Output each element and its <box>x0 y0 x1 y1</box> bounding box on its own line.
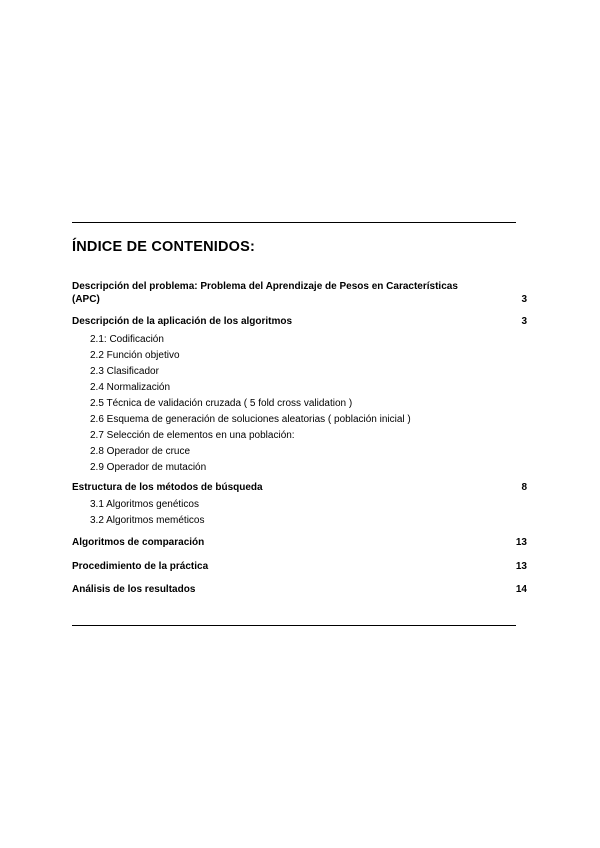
toc-entry-page: 14 <box>515 584 527 595</box>
toc-entry-page: 3 <box>521 316 527 327</box>
toc-subentry[interactable]: 2.9 Operador de mutación <box>90 461 207 473</box>
toc-entry-results-analysis[interactable] <box>72 584 528 597</box>
toc-entry-practice-procedure[interactable] <box>72 561 528 574</box>
toc-entry-title: Procedimiento de la práctica <box>72 560 209 572</box>
toc-entry-title: Estructura de los métodos de búsqueda <box>72 481 263 493</box>
toc-entry-search-methods[interactable] <box>72 482 528 495</box>
toc-entry-algorithm-application[interactable] <box>72 316 528 329</box>
toc-sublist <box>72 332 528 476</box>
toc-subentry[interactable]: 2.3 Clasificador <box>90 365 159 377</box>
toc-subentry[interactable]: 2.5 Técnica de validación cruzada ( 5 fold cross validation ) <box>90 397 353 409</box>
toc-entry-page: 8 <box>521 481 527 493</box>
toc-entry-page: 13 <box>515 560 527 572</box>
bottom-divider <box>72 625 516 626</box>
toc-subentry[interactable]: 2.2 Función objetivo <box>90 349 180 361</box>
toc-entry-comparison-algorithms[interactable] <box>72 537 528 550</box>
toc-entry-page: 3 <box>521 293 527 305</box>
toc-subentry[interactable]: 3.2 Algoritmos meméticos <box>90 515 205 526</box>
toc-sublist <box>72 497 528 529</box>
toc-subentry[interactable]: 2.7 Selección de elementos en una población: <box>90 429 295 441</box>
table-of-contents <box>72 281 528 597</box>
toc-entry-title: Descripción del problema: Problema del Aprendizaje de Pesos en Características (APC) <box>72 281 458 305</box>
toc-entry-title: Análisis de los resultados <box>72 584 196 595</box>
toc-subentry[interactable]: 2.6 Esquema de generación de soluciones aleatorias ( población inicial ) <box>90 413 411 425</box>
toc-entry-problem-description[interactable] <box>72 281 528 306</box>
toc-subentry[interactable]: 2.8 Operador de cruce <box>90 445 191 457</box>
toc-subentry[interactable]: 2.4 Normalización <box>90 381 171 393</box>
toc-title: ÍNDICE DE CONTENIDOS: <box>72 239 256 255</box>
toc-entry-title: Algoritmos de comparación <box>72 537 205 548</box>
toc-entry-title: Descripción de la aplicación de los algoritmos <box>72 316 293 327</box>
toc-subentry[interactable]: 3.1 Algoritmos genéticos <box>90 499 199 510</box>
top-divider <box>72 222 516 223</box>
toc-entry-page: 13 <box>515 537 527 548</box>
toc-subentry[interactable]: 2.1: Codificación <box>90 333 164 345</box>
